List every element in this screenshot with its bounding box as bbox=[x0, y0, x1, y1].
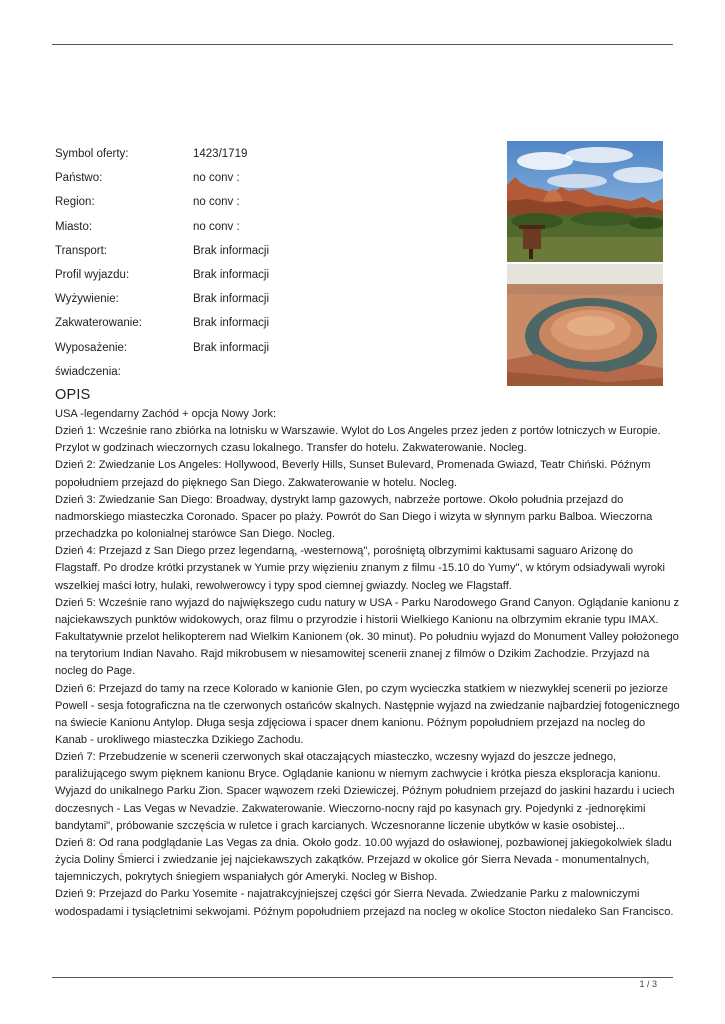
offer-value: 1423/1719 bbox=[193, 148, 248, 161]
offer-label: Symbol oferty: bbox=[55, 148, 129, 161]
offer-label: Państwo: bbox=[55, 172, 103, 185]
paragraph-day-5: Dzień 5: Wcześnie rano wyjazd do największego cudu natury w USA - Parku Narodowego Grand Canyon. Oglądanie kanionu z najciekawszych punktów widokowych, oraz filmu o przyrodzie i historii Wielkiego Kanionu na olbrzymim ekranie typu IMAX. Fakultatywnie przelot helikopterem nad Wielkim Kanionem (ok. 30 minut). Po południu wyjazd do Monument Valley położonego na terytorium Indian Navaho. Rajd mikrobusem w niesamowitej scenerii znanej z filmów o Dzikim Zachodzie. Przyjazd na nocleg do Page. bbox=[55, 596, 680, 678]
offer-value: Brak informacji bbox=[193, 244, 270, 257]
header-rule bbox=[52, 44, 673, 45]
offer-value: Brak informacji bbox=[193, 341, 270, 354]
paragraph-day-1: Dzień 1: Wcześnie rano zbiórka na lotnisku w Warszawie. Wylot do Los Angeles przez jeden z portów lotniczych w Europie. Przylot w godzinach wieczornych czasu lokalnego. Transfer do hotelu. Zakwaterowanie. Nocleg. bbox=[55, 425, 661, 455]
paragraph-day-3: Dzień 3: Zwiedzanie San Diego: Broadway, dystrykt lamp gazowych, nabrzeże portowe. Około południa przejazd do nadmorskiego miasteczka Coronado. Spacer po plaży. Powrót do San Diego i wizyta w słynnym parku Balboa. Wieczorna przechadzka po kolonialnej starówce San Diego. Nocleg. bbox=[55, 493, 653, 541]
red-rock-landscape-photo bbox=[507, 141, 663, 262]
offer-value: Brak informacji bbox=[193, 317, 270, 330]
footer-rule bbox=[52, 977, 673, 978]
offer-row-city bbox=[55, 215, 345, 239]
offer-row-transport bbox=[55, 239, 345, 263]
paragraph-day-7: Dzień 7: Przebudzenie w scenerii czerwonych skał otaczających miasteczko, wczesny wyjazd do jeszcze jednego, paraliżującego swym pięknem kanionu Bryce. Oglądanie kanionu w niemym zachwycie i krótka piesza eksploracja kanionu. Wyjazd do unikalnego Parku Zion. Spacer wąwozem rzeki Dziewiczej. Późnym południem przejazd do jaskini hazardu i uciech doczesnych - Las Vegas w Nevadzie. Zakwaterowanie. Wieczorno-nocny rajd po kasynach gry. Pojedynki z -jednorękimi bandytami", próbowanie szczęścia w ruletce i grach karcianych. Wczesnoranne liczenie ubytków w kasie osobistej... bbox=[55, 751, 675, 832]
red-rock-landscape-image bbox=[507, 141, 663, 262]
section-title: OPIS bbox=[55, 387, 91, 403]
offer-row-profile bbox=[55, 263, 345, 287]
offer-label: Transport: bbox=[55, 244, 107, 257]
offer-label: Profil wyjazdu: bbox=[55, 269, 130, 282]
offer-value: no conv : bbox=[193, 196, 240, 209]
paragraph-day-8: Dzień 8: Od rana podglądanie Las Vegas za dnia. Około godz. 10.00 wyjazd do osławionej, pozbawionej jakiegokolwiek śladu życia Doliny Śmierci i zwiedzanie jej najciekawszych zakątków. Przejazd w okolice gór Sierra Nevada - monumentalnych, tajemniczych, pokrytych śniegiem wspaniałych gór Ameryki. Nocleg w Bishop. bbox=[55, 836, 672, 884]
paragraph-day-2: Dzień 2: Zwiedzanie Los Angeles: Hollywood, Beverly Hills, Sunset Bulevard, Promenada Gwiazd, Teatr Chiński. Późnym popołudniem przejazd do pięknego San Diego. Zakwaterowanie w hotelu. Nocleg. bbox=[55, 459, 651, 489]
offer-row-symbol bbox=[55, 142, 345, 166]
offer-label: Zakwaterowanie: bbox=[55, 317, 142, 330]
paragraph-day-9: Dzień 9: Przejazd do Parku Yosemite - najatrakcyjniejszej części gór Sierra Nevada. Zwiedzanie Parku z malowniczymi wodospadami i tysiącletnimi sekwojami. Późnym popołudniem przejazd na nocleg w okolice Stocton niedaleko San Francisco. bbox=[55, 888, 674, 918]
paragraph-day-6: Dzień 6: Przejazd do tamy na rzece Kolorado w kanionie Glen, po czym wycieczka statkiem w niezwykłej scenerii po jeziorze Powell - sesja fotograficzna na tle czerwonych ostańców skalnych. Następnie wyjazd na zwiedzanie najbardziej fotogenicznego na świecie Kanionu Antylop. Długa sesja zdjęciowa i spacer dnem kanionu. Późnym popołudniem przejazd na nocleg do Kanab - urokliwego miasteczka Dzikiego Zachodu. bbox=[55, 682, 680, 746]
horseshoe-bend-photo bbox=[507, 264, 663, 386]
paragraph-intro: USA -legendarny Zachód + opcja Nowy Jork: bbox=[55, 408, 277, 420]
paragraph-day-4: Dzień 4: Przejazd z San Diego przez legendarną, -westernową", porośniętą olbrzymimi kaktusami saguaro Arizonę do Flagstaff. Po drodze krótki przystanek w Yumie przy więzieniu znanym z filmu -15.10 do Yumy", w którym odsiadywali wyroki wszelkiej maści łotry, hulaki, rewolwerowcy i typy spod ciemnej gwiazdy. Nocleg we Flagstaff. bbox=[55, 545, 666, 592]
horseshoe-bend-image bbox=[507, 264, 663, 386]
offer-row-accommodation bbox=[55, 311, 345, 335]
offer-value: no conv : bbox=[193, 172, 240, 185]
offer-value: Brak informacji bbox=[193, 293, 270, 306]
description bbox=[55, 406, 680, 921]
page-number: 1 / 3 bbox=[639, 979, 657, 989]
offer-label: Wyposażenie: bbox=[55, 341, 128, 354]
offer-row-equipment bbox=[55, 336, 345, 360]
offer-row-board bbox=[55, 287, 345, 311]
offer-details bbox=[55, 142, 345, 384]
offer-row-services bbox=[55, 360, 345, 384]
offer-label: Region: bbox=[55, 196, 95, 209]
offer-label: świadczenia: bbox=[55, 365, 121, 378]
offer-value: no conv : bbox=[193, 220, 240, 233]
offer-value: Brak informacji bbox=[193, 269, 270, 282]
offer-row-country bbox=[55, 166, 345, 190]
offer-label: Miasto: bbox=[55, 220, 93, 233]
offer-label: Wyżywienie: bbox=[55, 293, 119, 306]
offer-row-region bbox=[55, 190, 345, 214]
